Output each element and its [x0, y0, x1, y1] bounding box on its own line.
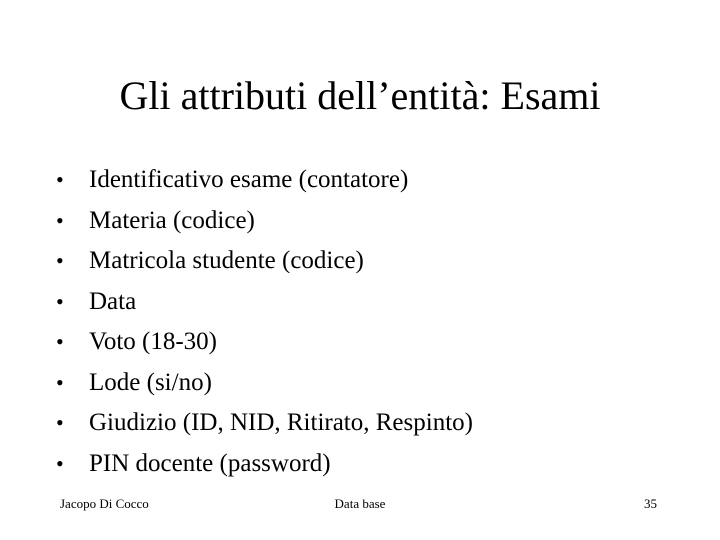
- bullet-icon: •: [56, 410, 64, 435]
- bullet-icon: •: [56, 248, 64, 273]
- bullet-icon: •: [56, 288, 64, 314]
- bullet-icon: •: [56, 329, 64, 354]
- bullet-text: Giudizio (ID, NID, Ritirato, Respinto): [89, 409, 473, 436]
- footer-author: Jacopo Di Cocco: [60, 496, 149, 511]
- footer-course: Data base: [334, 496, 386, 511]
- bullet-icon: •: [56, 369, 64, 395]
- bullet-text: Lode (si/no): [89, 368, 212, 396]
- slide-title: Gli attributi dell’entità: Esami: [119, 73, 601, 118]
- bullet-text: PIN docente (password): [89, 449, 331, 477]
- bullet-text: Identificativo esame (contatore): [89, 166, 409, 193]
- bullet-icon: •: [56, 450, 64, 476]
- bullet-text: Matricola studente (codice): [89, 247, 364, 274]
- bullet-icon: •: [56, 167, 64, 192]
- bullet-text: Materia (codice): [89, 206, 255, 234]
- bullet-text: Data: [89, 287, 137, 315]
- bullet-text: Voto (18-30): [89, 328, 218, 355]
- bullet-icon: •: [56, 207, 64, 233]
- page-number: 35: [644, 496, 657, 511]
